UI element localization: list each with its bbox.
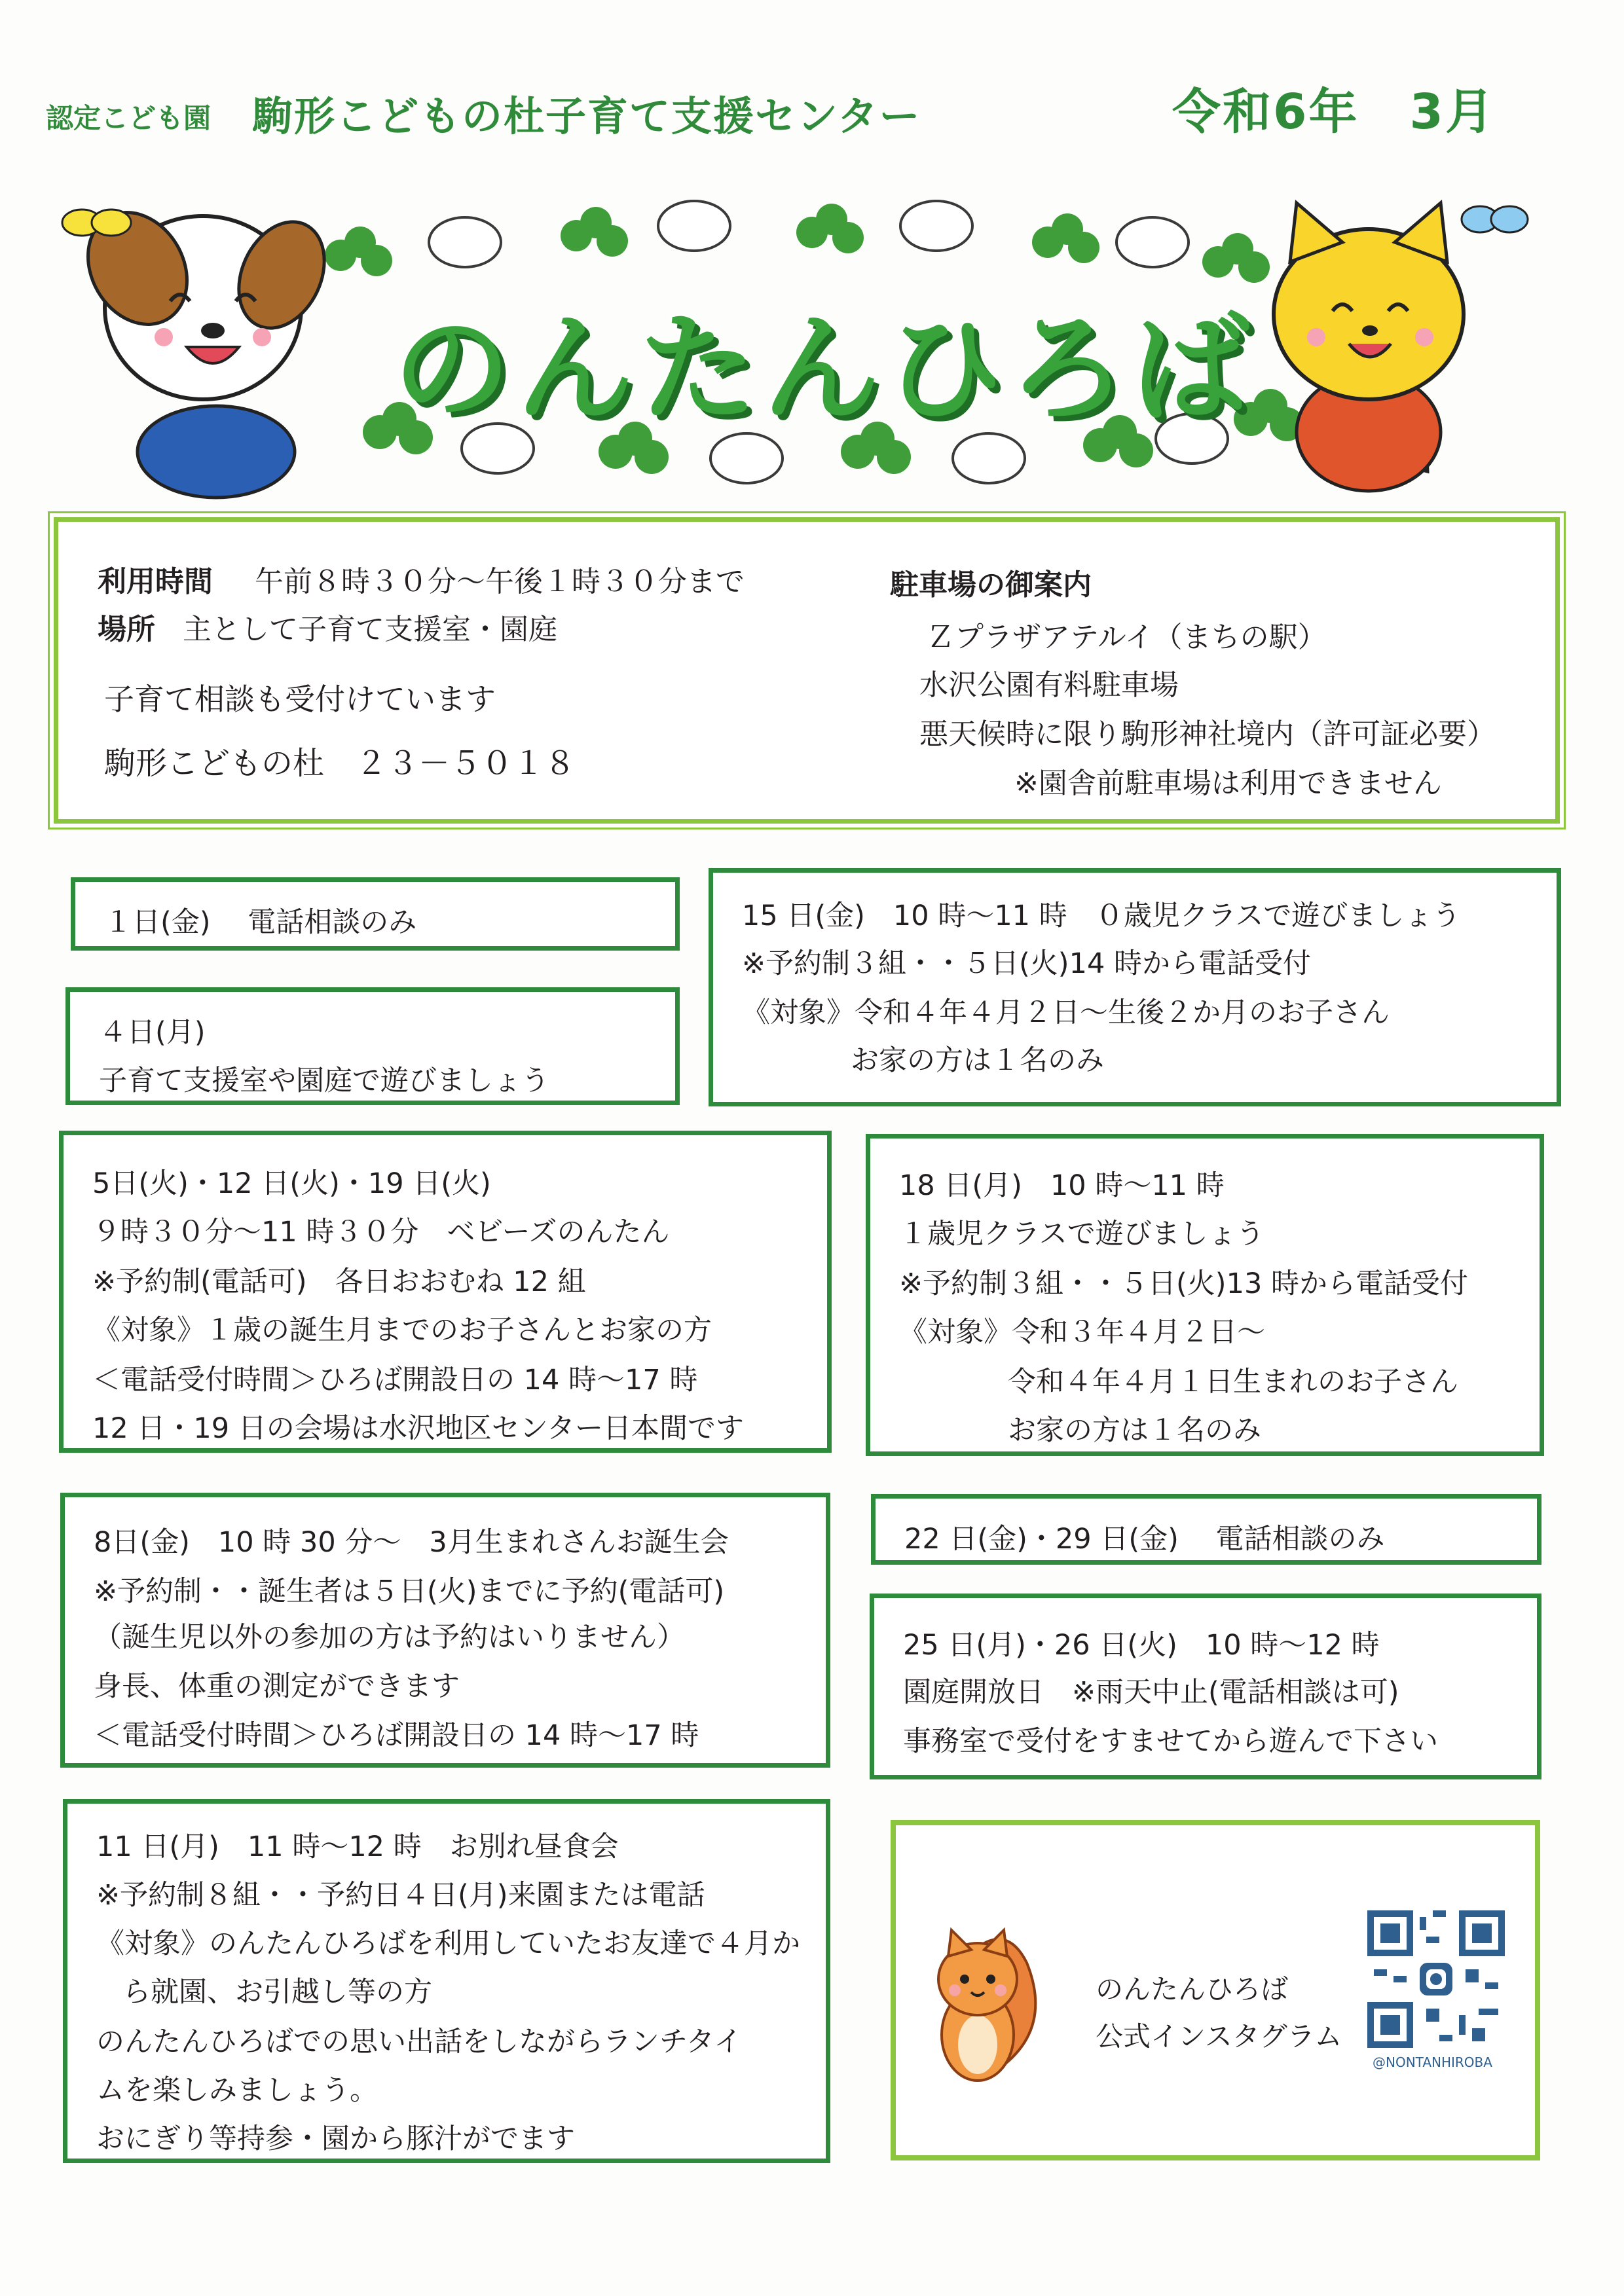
event-line: １日(金) 電話相談のみ xyxy=(104,906,417,939)
event-line: 12 日・19 日の会場は水沢地区センター日本間です xyxy=(92,1412,745,1445)
event-day-1 xyxy=(71,877,680,951)
event-line: ＜電話受付時間＞ひろば開設日の 14 時～17 時 xyxy=(92,1364,698,1396)
event-line: 22 日(金)・29 日(金) 電話相談のみ xyxy=(904,1523,1385,1556)
parking-item: Ｚプラザアテルイ（まちの駅） xyxy=(926,621,1327,654)
place-label: 場所 xyxy=(98,613,155,646)
event-line: 5日(火)・12 日(火)・19 日(火) xyxy=(92,1167,491,1200)
issue-date: 令和6年 3月 xyxy=(1172,84,1496,140)
qr-code-icon[interactable] xyxy=(1367,1910,1505,2048)
event-line: １歳児クラスで遊びましょう xyxy=(899,1218,1264,1250)
event-line: ら就園、お引越し等の方 xyxy=(122,1976,432,2009)
parking-item: 水沢公園有料駐車場 xyxy=(919,668,1179,702)
phone-text: 駒形こどもの杜 ２３－５０１８ xyxy=(104,745,576,782)
event-line: 子育て支援室や園庭で遊びましょう xyxy=(99,1065,549,1097)
event-line: おにぎり等持参・園から豚汁がでます xyxy=(96,2123,575,2155)
event-day-15 xyxy=(709,868,1561,1106)
event-line: ※予約制・・誕生者は５日(火)までに予約(電話可) xyxy=(94,1575,725,1608)
event-line: ※予約制(電話可) 各日おおむね 12 組 xyxy=(92,1266,586,1298)
event-days-5-12-19 xyxy=(59,1131,832,1453)
cat-character-icon xyxy=(1274,203,1464,491)
event-line: お家の方は１名のみ xyxy=(1008,1414,1261,1447)
event-line: 18 日(月) 10 時～11 時 xyxy=(899,1169,1225,1202)
event-line: 8日(金) 10 時 30 分～ 3月生まれさんお誕生会 xyxy=(94,1526,729,1559)
event-line: 《対象》のんたんひろばを利用していたお友達で４月か xyxy=(96,1927,800,1960)
event-line: 令和４年４月１日生まれのお子さん xyxy=(1008,1366,1458,1398)
place-value: 主として子育て支援室・園庭 xyxy=(183,613,557,646)
event-line: 《対象》令和４年４月２日～生後２か月のお子さん xyxy=(742,996,1390,1029)
dog-character-icon xyxy=(68,196,341,498)
event-day-8 xyxy=(60,1493,830,1768)
butterfly-left-icon xyxy=(62,210,131,236)
event-line: 《対象》１歳の誕生月までのお子さんとお家の方 xyxy=(92,1314,712,1347)
event-day-18 xyxy=(866,1134,1544,1456)
parking-item: 悪天候時に限り駒形神社境内（許可証必要） xyxy=(919,718,1496,751)
event-line: ムを楽しみましょう。 xyxy=(96,2074,378,2107)
instagram-label: のんたんひろば xyxy=(1096,1973,1289,2005)
info-box xyxy=(54,517,1560,824)
event-days-22-29 xyxy=(871,1494,1541,1565)
butterfly-right-icon xyxy=(1462,206,1528,232)
consult-text: 子育て相談も受付けています xyxy=(104,682,496,717)
event-line: （誕生児以外の参加の方は予約はいりません） xyxy=(94,1621,685,1654)
event-line: ＜電話受付時間＞ひろば開設日の 14 時～17 時 xyxy=(94,1719,699,1752)
parking-title: 駐車場の御案内 xyxy=(890,568,1092,602)
event-line: 15 日(金) 10 時～11 時 ０歳児クラスで遊びましょう xyxy=(742,900,1461,932)
event-line: ９時３０分～11 時３０分 ベビーズのんたん xyxy=(92,1216,670,1248)
parking-note: ※園舎前駐車場は利用できません xyxy=(1014,767,1442,800)
event-line: のんたんひろばでの思い出話をしながらランチタイ xyxy=(96,2026,742,2058)
event-line: 25 日(月)・26 日(火) 10 時～12 時 xyxy=(903,1629,1380,1662)
hours-label: 利用時間 xyxy=(98,565,213,598)
event-day-11 xyxy=(63,1799,830,2163)
squirrel-icon xyxy=(922,1917,1053,2087)
instagram-label: 公式インスタグラム xyxy=(1096,2020,1342,2052)
event-days-25-26 xyxy=(870,1594,1541,1779)
event-line: お家の方は１名のみ xyxy=(851,1044,1104,1077)
instagram-box xyxy=(891,1820,1540,2160)
event-line: 《対象》令和３年４月２日～ xyxy=(899,1316,1265,1349)
instagram-handle: @NONTANHIROBA xyxy=(1373,2054,1492,2070)
event-line: 身長、体重の測定ができます xyxy=(94,1670,460,1703)
event-line: 事務室で受付をすませてから遊んで下さい xyxy=(903,1725,1438,1758)
hours-value: 午前８時３０分～午後１時３０分まで xyxy=(255,565,745,598)
clover-garland-top-icon xyxy=(325,201,1270,283)
event-line: ４日(月) xyxy=(99,1016,206,1049)
event-line: ※予約制３組・・５日(火)14 時から電話受付 xyxy=(742,947,1311,980)
event-line: 園庭開放日 ※雨天中止(電話相談は可) xyxy=(903,1676,1399,1709)
org-type: 認定こども園 xyxy=(46,102,212,134)
event-line: ※予約制８組・・予約日４日(月)来園または電話 xyxy=(96,1879,705,1912)
banner-title: のんたんひろば xyxy=(393,301,1255,438)
event-line: 11 日(月) 11 時～12 時 お別れ昼食会 xyxy=(96,1831,619,1863)
org-name: 駒形こどもの杜子育て支援センター xyxy=(252,92,921,140)
event-line: ※予約制３組・・５日(火)13 時から電話受付 xyxy=(899,1267,1468,1300)
event-day-4 xyxy=(65,987,680,1105)
